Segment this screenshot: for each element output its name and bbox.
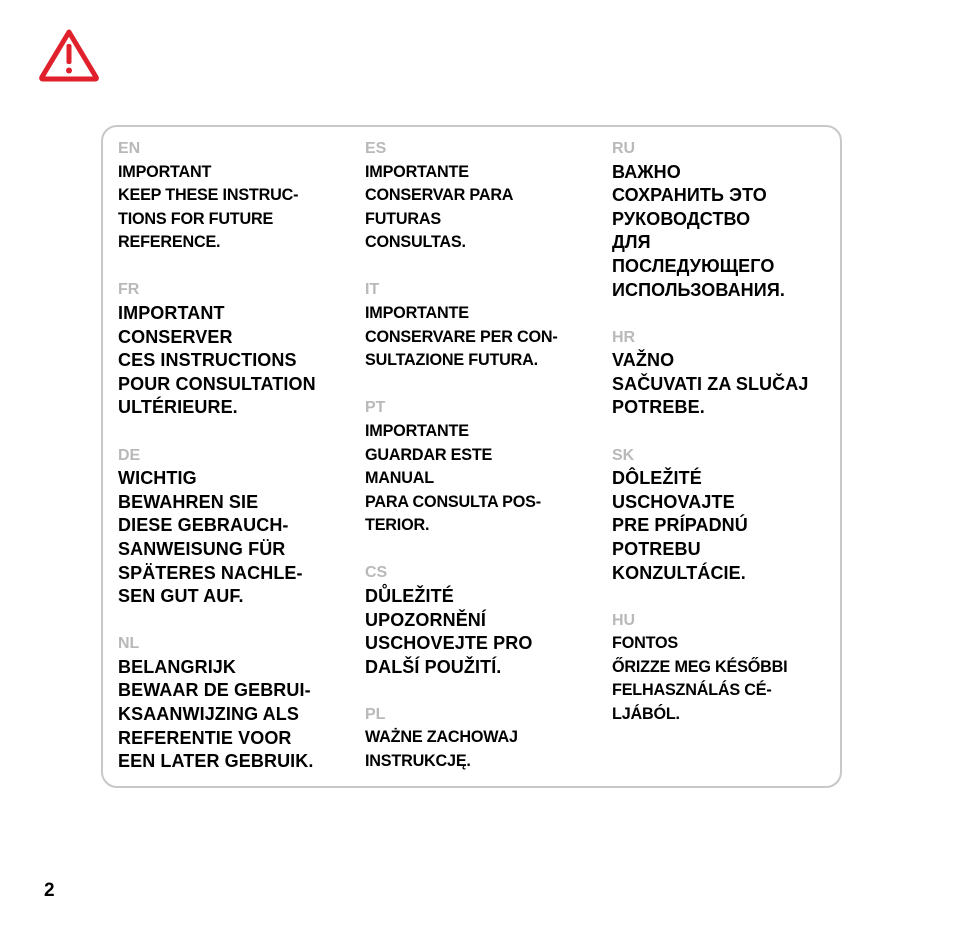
instruction-text: WICHTIG BEWAHREN SIE DIESE GEBRAUCH- SANWEISUNG FÜR SPÄTERES NACHLE- SEN GUT AUF. (118, 468, 303, 607)
language-code: ES (365, 140, 387, 157)
language-code: RU (612, 140, 636, 157)
language-code: FR (118, 281, 140, 299)
language-block-es (365, 137, 600, 255)
language-column-2 (365, 137, 600, 797)
language-block-cs (365, 561, 600, 679)
language-code: EN (118, 140, 141, 157)
language-code: PT (365, 399, 386, 417)
language-block-hu (612, 609, 847, 727)
warning-triangle-icon (36, 27, 102, 83)
instruction-text: IMPORTANTE CONSERVARE PER CON- SULTAZIONE FUTURA. (365, 304, 558, 370)
language-block-nl (118, 632, 353, 774)
language-block-pl (365, 703, 600, 774)
language-code: PL (365, 705, 386, 723)
language-block-hr (612, 326, 847, 420)
language-code: IT (365, 281, 380, 299)
page-number: 2 (44, 880, 55, 901)
language-block-fr (118, 278, 353, 420)
language-code: CS (365, 564, 388, 582)
language-block-en (118, 137, 353, 255)
language-block-sk (612, 444, 847, 586)
instruction-text: FONTOS ŐRIZZE MEG KÉSŐBBI FELHASZNÁLÁS CÉ- LJÁBÓL. (612, 634, 788, 723)
language-code: HU (612, 611, 636, 629)
instruction-text: BELANGRIJK BEWAAR DE GEBRUI- KSAANWIJZING ALS REFERENTIE VOOR EEN LATER GEBRUIK. (118, 656, 314, 772)
instruction-text: IMPORTANT KEEP THESE INSTRUC- TIONS FOR FUTURE REFERENCE. (118, 162, 299, 252)
language-code: HR (612, 328, 636, 346)
instruction-text: DŮLEŽITÉ UPOZORNĚNÍ USCHOVEJTE PRO DALŠÍ POUŽITÍ. (365, 586, 533, 677)
language-column-3 (612, 137, 847, 750)
instruction-text: IMPORTANT CONSERVER CES INSTRUCTIONS POUR CONSULTATION ULTÉRIEURE. (118, 303, 316, 418)
language-block-it (365, 278, 600, 372)
instruction-text: IMPORTANTE GUARDAR ESTE MANUAL PARA CONSULTA POS- TERIOR. (365, 421, 541, 535)
language-block-pt (365, 396, 600, 538)
language-block-de (118, 444, 353, 609)
instruction-text: VAŽNO SAČUVATI ZA SLUČAJ POTREBE. (612, 350, 809, 418)
language-code: DE (118, 446, 141, 464)
language-code: SK (612, 446, 635, 464)
instruction-text: ВАЖНО СОХРАНИТЬ ЭТО РУКОВОДСТВО ДЛЯ ПОСЛЕДУЮЩЕГО ИСПОЛЬЗОВАНИЯ. (612, 161, 785, 300)
instruction-text: DÔLEŽITÉ USCHOVAJTE PRE PRÍPADNÚ POTREBU KONZULTÁCIE. (612, 468, 748, 583)
instruction-text: WAŻNE ZACHOWAJ INSTRUKCJĘ. (365, 728, 518, 771)
language-code: NL (118, 635, 140, 653)
language-column-1 (118, 137, 353, 797)
language-block-ru (612, 137, 847, 302)
instruction-text: IMPORTANTE CONSERVAR PARA FUTURAS CONSULTAS. (365, 162, 514, 252)
